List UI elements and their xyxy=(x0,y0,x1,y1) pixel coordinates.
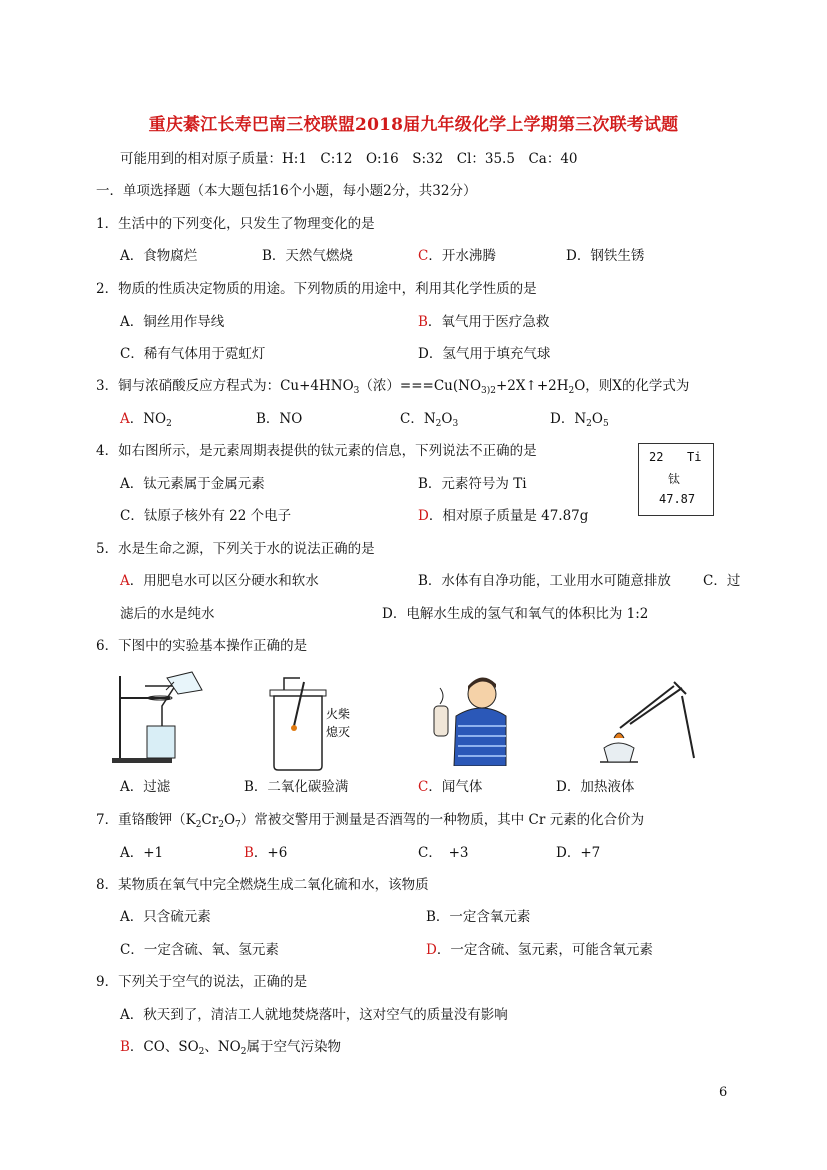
q6-stem: 6．下图中的实验基本操作正确的是 xyxy=(96,638,308,654)
page-number: 6 xyxy=(719,1085,728,1100)
q9-option-b: B．CO、$SO_2$、$NO_2$属于空气污染物 xyxy=(120,1039,341,1057)
filtration-figure xyxy=(112,668,212,768)
q7-stem: 7．重铬酸钾$(K_2Cr_2O_7)$常被交警用于测量是否酒驾的一种物质，其中 Cr 元素的化合价为 xyxy=(96,812,645,830)
q6-option-b: B．二氧化碳验满 xyxy=(244,779,349,795)
answer-letter: A xyxy=(120,573,130,589)
answer-letter: A xyxy=(120,411,130,427)
section-heading: 一．单项选择题（本大题包括16个小题，每小题2分，共32分） xyxy=(96,183,477,199)
q2-option-a: A．铜丝用作导线 xyxy=(120,314,225,330)
answer-letter: B xyxy=(418,314,428,330)
element-name: 钛 xyxy=(668,472,681,486)
q4-option-d: D．相对原子质量是 47.87g xyxy=(418,508,589,524)
q4-option-c: C．钛原子核外有 22 个电子 xyxy=(120,508,292,524)
q3-option-c: C．$N_2O_3$ xyxy=(400,411,459,429)
answer-letter: B xyxy=(120,1039,130,1055)
q5-option-c-part1: C．过 xyxy=(703,573,741,589)
q8-option-b: B．一定含氧元素 xyxy=(426,909,531,925)
atomic-number: 22 xyxy=(649,450,664,464)
page-title: 重庆綦江长寿巴南三校联盟2018届九年级化学上学期第三次联考试题 xyxy=(148,115,679,135)
q7-option-b: B．+6 xyxy=(244,845,288,861)
q6-option-a: A．过滤 xyxy=(120,779,171,795)
q7-option-d: D．+7 xyxy=(556,845,601,861)
heat-liquid-figure xyxy=(590,678,704,770)
answer-letter: C xyxy=(418,248,429,264)
q5-option-a: A．用肥皂水可以区分硬水和软水 xyxy=(120,573,319,589)
q8-option-a: A．只含硫元素 xyxy=(120,909,211,925)
q5-option-c-part2: 滤后的水是纯水 xyxy=(120,606,215,622)
q1-stem: 1．生活中的下列变化，只发生了物理变化的是 xyxy=(96,216,375,232)
q9-option-a: A．秋天到了，清洁工人就地焚烧落叶，这对空气的质量没有影响 xyxy=(120,1007,508,1023)
q7-option-a: A．+1 xyxy=(120,845,164,861)
match-label: 火柴 xyxy=(326,707,351,721)
q3-option-a: A．$NO_2$ xyxy=(120,411,172,429)
q1-option-a: A．食物腐烂 xyxy=(120,248,198,264)
q2-option-d: D．氢气用于填充气球 xyxy=(418,346,551,362)
q4-option-b: B．元素符号为 Ti xyxy=(418,476,527,492)
atomic-masses: 可能用到的相对原子质量：H:1 C:12 O:16 S:32 Cl：35.5 Ca：40 xyxy=(120,151,578,167)
q1-option-c: C．开水沸腾 xyxy=(418,248,496,264)
q1-option-d: D．钢铁生锈 xyxy=(566,248,645,264)
q6-option-d: D．加热液体 xyxy=(556,779,635,795)
q5-option-b: B．水体有自净功能，工业用水可随意排放 xyxy=(418,573,671,589)
element-symbol: Ti xyxy=(687,450,702,464)
answer-letter: D xyxy=(418,508,429,524)
q2-option-c: C．稀有气体用于霓虹灯 xyxy=(120,346,266,362)
answer-letter: D xyxy=(426,942,437,958)
q4-stem: 4．如右图所示，是元素周期表提供的钛元素的信息，下列说法不正确的是 xyxy=(96,443,537,459)
titanium-element-card xyxy=(638,443,714,516)
q2-stem: 2．物质的性质决定物质的用途。下列物质的用途中，利用其化学性质的是 xyxy=(96,281,537,297)
q5-stem: 5．水是生命之源，下列关于水的说法正确的是 xyxy=(96,541,375,557)
q3-option-b: B．NO xyxy=(256,411,303,427)
q5-option-d: D．电解水生成的氢气和氧气的体积比为 1:2 xyxy=(382,606,649,622)
answer-letter: C xyxy=(418,779,429,795)
answer-letter: B xyxy=(244,845,254,861)
q8-option-c: C．一定含硫、氧、氢元素 xyxy=(120,942,279,958)
q6-option-c: C．闻气体 xyxy=(418,779,483,795)
atomic-mass: 47.87 xyxy=(659,492,696,506)
q4-option-a: A．钛元素属于金属元素 xyxy=(120,476,265,492)
q2-option-b: B．氧气用于医疗急救 xyxy=(418,314,550,330)
q9-stem: 9．下列关于空气的说法，正确的是 xyxy=(96,974,308,990)
q7-option-c: C． +3 xyxy=(418,845,469,861)
q1-option-b: B．天然气燃烧 xyxy=(262,248,353,264)
smell-gas-figure xyxy=(424,676,510,766)
q8-option-d: D．一定含硫、氢元素，可能含氧元素 xyxy=(426,942,653,958)
q8-stem: 8．某物质在氧气中完全燃烧生成二氧化硫和水，该物质 xyxy=(96,877,429,893)
co2-test-figure xyxy=(256,676,356,772)
q3-stem: 3．铜与浓硝酸反应方程式为：$Cu+4HNO_3$（浓）$===Cu(NO_{3)2}+2X↑+2H_2O$，则X的化学式为 xyxy=(96,378,690,396)
q3-option-d: D．$N_2O_5$ xyxy=(550,411,609,429)
extinguished-label: 熄灭 xyxy=(326,725,351,739)
